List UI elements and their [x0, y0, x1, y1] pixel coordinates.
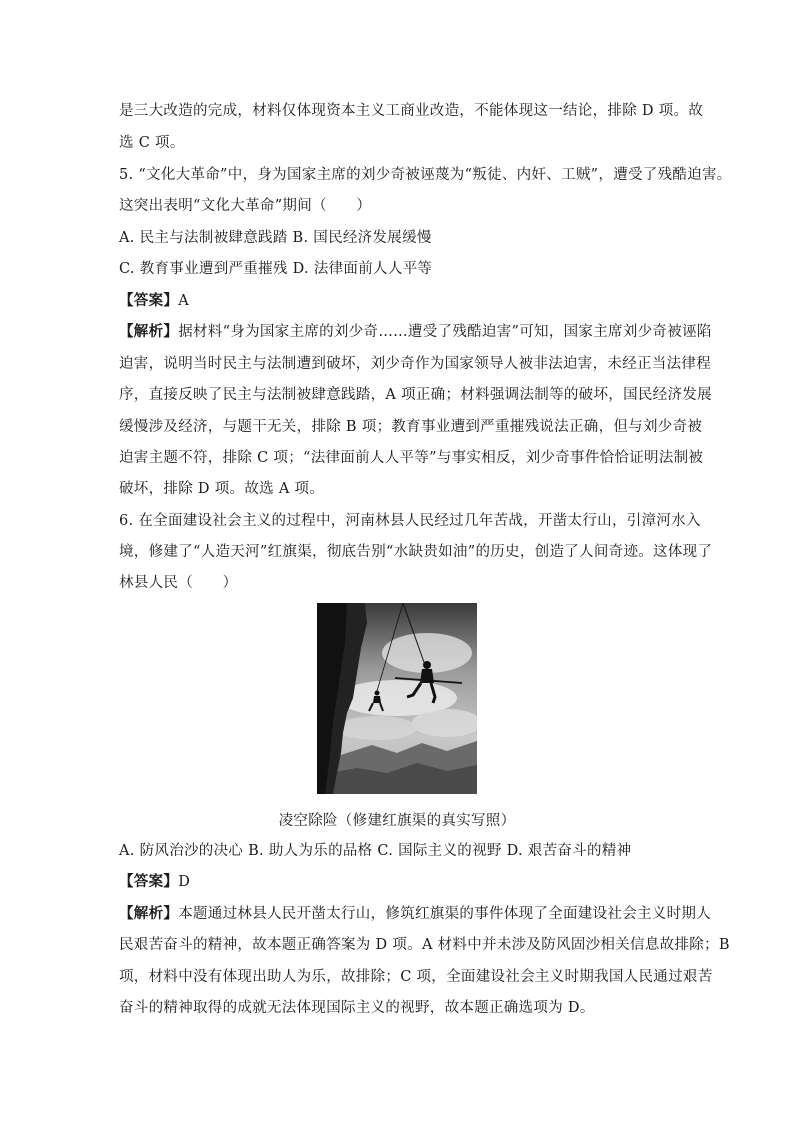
prev-line-2: 选 C 项。 — [119, 135, 185, 151]
answer-value: A — [178, 293, 189, 309]
q6-stem-line-1: 6. 在全面建设社会主义的过程中，河南林县人民经过几年苦战，开凿太行山，引漳河水入 — [119, 513, 701, 529]
q6-answer — [119, 872, 190, 892]
q6-options: A. 防风治沙的决心 B. 助人为乐的品格 C. 国际主义的视野 D. 艰苦奋斗的精神 — [119, 843, 632, 859]
q5-options-cd: C. 教育事业遭到严重摧残 D. 法律面前人人平等 — [119, 261, 433, 277]
answer-label: 【答案】 — [119, 873, 179, 890]
analysis-text: 本题通过林县人民开凿太行山，修筑红旗渠的事件体现了全面建设社会主义时期人 — [178, 906, 711, 922]
answer-label: 【答案】 — [119, 292, 179, 309]
cliff-worker-photo — [317, 603, 477, 794]
q5-options-ab: A. 民主与法制被肆意践踏 B. 国民经济发展缓慢 — [119, 230, 432, 246]
photo-caption: 凌空除险（修建红旗渠的真实写照） — [278, 813, 516, 829]
q5-analysis-line-2: 迫害，说明当时民主与法制遭到破坏，刘少奇作为国家领导人被非法迫害，未经正当法律程 — [119, 356, 711, 372]
q6-analysis-line-2: 民艰苦奋斗的精神，故本题正确答案为 D 项。A 材料中并未涉及防风固沙相关信息故排除；B — [119, 937, 730, 953]
q5-analysis-line-3: 序，直接反映了民主与法制被肆意践踏，A 项正确；材料强调法制等的破坏，国民经济发展 — [119, 387, 712, 403]
q6-analysis-line-3: 项，材料中没有体现出助人为乐，故排除；C 项，全面建设社会主义时期我国人民通过艰苦 — [119, 969, 713, 985]
q6-analysis-line-1 — [119, 904, 711, 924]
q5-analysis-line-6: 破坏，排除 D 项。故选 A 项。 — [119, 481, 325, 497]
analysis-label: 【解析】 — [119, 323, 179, 340]
q5-answer — [119, 291, 189, 311]
photo-illustration — [317, 603, 477, 794]
q6-stem-line-3: 林县人民（ ） — [119, 575, 238, 591]
prev-line-1: 是三大改造的完成，材料仅体现资本主义工商业改造，不能体现这一结论，排除 D 项。故 — [119, 103, 704, 119]
q5-stem-line-1: 5. “文化大革命”中，身为国家主席的刘少奇被诬蔑为“叛徒、内奸、工贼”，遭受了残酷迫害。 — [119, 167, 732, 183]
q5-analysis-line-4: 缓慢涉及经济，与题干无关，排除 B 项；教育事业遭到严重摧残说法正确，但与刘少奇被 — [119, 419, 703, 435]
analysis-text: 据材料“身为国家主席的刘少奇……遭受了残酷迫害”可知，国家主席刘少奇被诬陷 — [178, 324, 712, 340]
answer-value: D — [178, 874, 191, 890]
analysis-label: 【解析】 — [119, 905, 179, 922]
q5-analysis-line-1 — [119, 322, 712, 342]
q5-stem-line-2: 这突出表明“文化大革命”期间（ ） — [119, 198, 372, 214]
q5-analysis-line-5: 迫害主题不符，排除 C 项；“法律面前人人平等”与事实相反，刘少奇事件恰恰证明法制被 — [119, 450, 704, 466]
q6-stem-line-2: 境，修建了“人造天河”红旗渠，彻底告别“水缺贵如油”的历史，创造了人间奇迹。这体现了 — [119, 544, 713, 560]
q6-analysis-line-4: 奋斗的精神取得的成就无法体现国际主义的视野，故本题正确选项为 D。 — [119, 1000, 595, 1016]
